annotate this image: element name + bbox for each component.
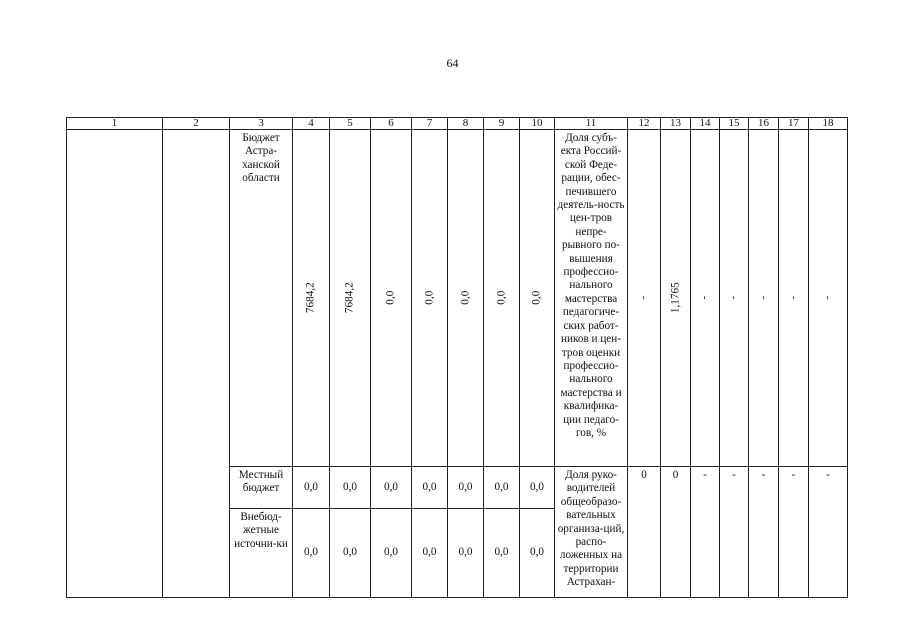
value: 7684,2: [343, 282, 356, 314]
target-cell: [779, 130, 809, 467]
header-cell: 14: [691, 118, 720, 130]
value-cell: [330, 130, 371, 467]
header-cell: 7: [412, 118, 448, 130]
header-cell: 1: [67, 118, 163, 130]
target-value: -: [757, 296, 769, 300]
target-cell: -: [720, 467, 749, 509]
target-cell: [720, 130, 749, 467]
value-cell: 0,0: [412, 467, 448, 509]
funding-source-cell: [230, 467, 293, 509]
value: 0,0: [422, 291, 435, 305]
header-cell: 12: [628, 118, 661, 130]
target-cell: [628, 130, 661, 467]
value-cell: 0,0: [330, 467, 371, 509]
funding-source-cell: [230, 509, 293, 598]
funding-source: Местный бюджет: [238, 469, 284, 495]
value-cell: 0,0: [520, 467, 555, 509]
value-cell: 0,0: [520, 509, 555, 598]
value-cell: [520, 130, 555, 467]
indicator-text: Доля субъ-екта Россий-ской Феде-рации, обес-печившего деятель-ность цен-тров непре-рывного по-вышения профессио-нального мастерства педагогиче-ских работ-ников и цен-тров оценки профессио-нального мастерства и квалифика-ции педаго-гов, %: [557, 132, 625, 439]
value: 0,0: [384, 291, 397, 305]
empty-cell: [720, 509, 749, 598]
header-row: [67, 118, 848, 130]
target-cell: 0: [661, 467, 691, 509]
value-cell: 0,0: [293, 467, 330, 509]
target-cell: -: [809, 467, 848, 509]
header-cell: 8: [448, 118, 484, 130]
value: 0,0: [530, 291, 543, 305]
funding-source-cell: [230, 130, 293, 467]
target-cell: [809, 130, 848, 467]
target-cell: 0: [628, 467, 661, 509]
header-cell: 15: [720, 118, 749, 130]
value-cell: [412, 130, 448, 467]
value-cell: 0,0: [330, 509, 371, 598]
value-cell: 0,0: [371, 467, 412, 509]
value-cell: 0,0: [448, 509, 484, 598]
header-cell: 16: [749, 118, 779, 130]
value-cell: [371, 130, 412, 467]
header-cell: 18: [809, 118, 848, 130]
empty-cell: [163, 130, 230, 598]
empty-cell: [628, 509, 661, 598]
header-cell: 10: [520, 118, 555, 130]
target-cell: [749, 130, 779, 467]
value-cell: 0,0: [293, 509, 330, 598]
empty-cell: [67, 130, 163, 598]
target-value: -: [822, 296, 834, 300]
target-value: -: [699, 296, 711, 300]
value: 7684,2: [304, 282, 317, 314]
value-cell: 0,0: [412, 509, 448, 598]
value: 0,0: [458, 291, 471, 305]
page-number: 64: [446, 56, 459, 70]
budget-table: [66, 117, 848, 598]
value-cell: 0,0: [484, 467, 520, 509]
target-value: -: [638, 296, 650, 300]
target-value: -: [787, 296, 799, 300]
target-value: -: [728, 296, 740, 300]
header-cell: 6: [371, 118, 412, 130]
header-cell: 11: [555, 118, 628, 130]
value: 0,0: [494, 291, 507, 305]
target-value: 1,1765: [669, 282, 682, 314]
indicator-text: Доля руко-водителей общеобразо-вательных организа-ций, распо-ложенных на территории Астрахан-: [557, 469, 625, 589]
value-cell: [484, 130, 520, 467]
empty-cell: [661, 509, 691, 598]
table-row: [67, 130, 848, 467]
value-cell: [293, 130, 330, 467]
value-cell: 0,0: [371, 509, 412, 598]
empty-cell: [691, 509, 720, 598]
value-cell: 0,0: [448, 467, 484, 509]
target-cell: [691, 130, 720, 467]
empty-cell: [749, 509, 779, 598]
header-cell: 13: [661, 118, 691, 130]
empty-cell: [809, 509, 848, 598]
target-cell: [661, 130, 691, 467]
target-cell: -: [749, 467, 779, 509]
target-cell: -: [779, 467, 809, 509]
header-cell: 17: [779, 118, 809, 130]
header-cell: 3: [230, 118, 293, 130]
value-cell: [448, 130, 484, 467]
empty-cell: [779, 509, 809, 598]
indicator-cell: [555, 130, 628, 467]
value-cell: 0,0: [484, 509, 520, 598]
header-cell: 5: [330, 118, 371, 130]
target-cell: -: [691, 467, 720, 509]
funding-source: Бюджет Астра-ханской области: [242, 132, 280, 185]
indicator-cell: [555, 467, 628, 598]
funding-source: Внебюд-жетные источни-ки: [234, 511, 288, 550]
header-cell: 9: [484, 118, 520, 130]
header-cell: 2: [163, 118, 230, 130]
header-cell: 4: [293, 118, 330, 130]
